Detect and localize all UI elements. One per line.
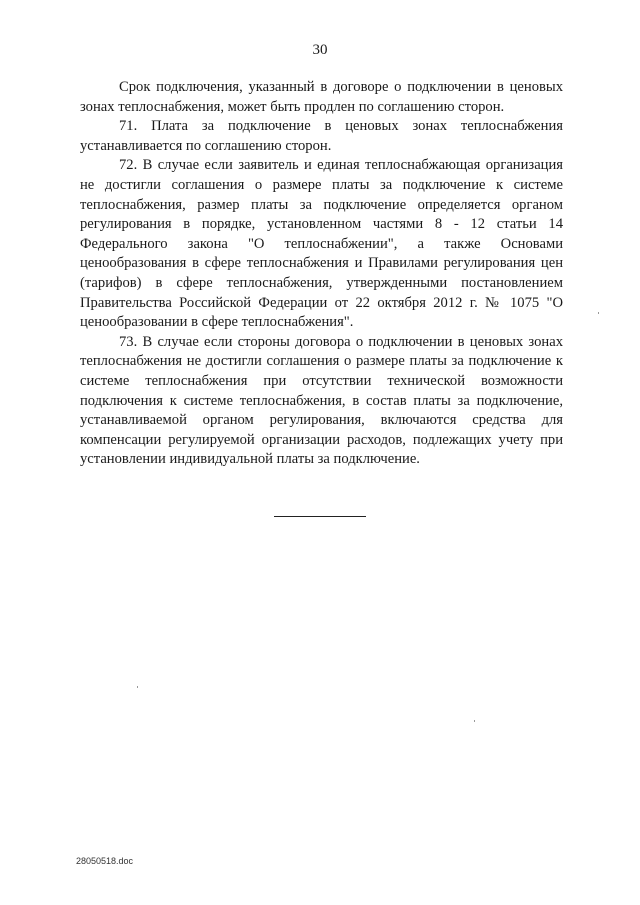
paragraph-71: 71. Плата за подключение в ценовых зонах теплоснабжения устанавливается по соглашению сторон.: [80, 118, 563, 154]
scan-speck: [474, 720, 475, 722]
scan-speck: [598, 312, 599, 314]
paragraph-72: 72. В случае если заявитель и единая теплоснабжающая организация не достигли соглашения о размере платы за подключение к системе теплоснабжения, размер платы за подключение определяется органом регулирования в порядке, установленном частями 8 - 12 статьи 14 Федерального закона "О теплоснабжении", а также Основами ценообразования в сфере теплоснабжения и Правилами регулирования цен (тарифов) в сфере теплоснабжения, утвержденными постановлением Правительства Российской Федерации от 22 октября 2012 г. № 1075 "О ценообразовании в сфере теплоснабжения".: [80, 157, 563, 331]
footer-filename: 28050518.doc: [76, 856, 134, 866]
page-number: 30: [312, 42, 328, 58]
paragraph-73: 73. В случае если стороны договора о подключении в ценовых зонах теплоснабжения не достигли соглашения о размере платы за подключение к системе теплоснабжения при отсутствии технической возможности подключения к системе теплоснабжения, в состав платы за подключение, устанавливаемой органом регулирования, включаются средства для компенсации регулируемой организации расходов, подлежащих учету при установлении индивидуальной платы за подключение.: [80, 333, 563, 468]
scan-speck: [137, 686, 138, 688]
paragraph-connection-term: Срок подключения, указанный в договоре о подключении в ценовых зонах теплоснабжения, может быть продлен по соглашению сторон.: [80, 79, 563, 115]
document-body: [80, 78, 563, 470]
end-separator-line: [274, 516, 366, 517]
